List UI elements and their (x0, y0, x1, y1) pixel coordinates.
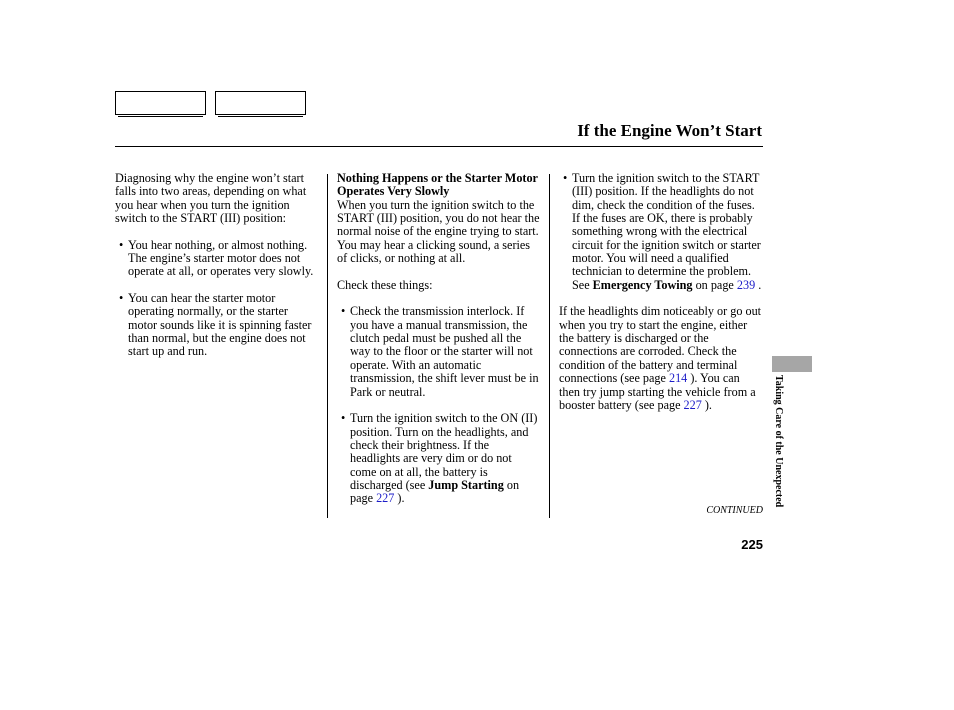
page-link[interactable]: 227 (683, 397, 702, 412)
column-divider (327, 174, 328, 518)
column-2 (337, 172, 541, 519)
ref-title: Jump Starting (428, 477, 504, 492)
ref-title: Emergency Towing (592, 277, 693, 292)
list-item (337, 412, 541, 505)
list-item: • Check the transmission interlock. If you have a manual transmission, the clutch pedal must be pushed all the way to the floor or the starter will not operate. With an automatic transmission, the shift lever must be in Park or neutral. (337, 305, 541, 398)
section-heading: Nothing Happens or the Starter Motor Operates Very Slowly (337, 171, 538, 199)
column-1 (115, 172, 315, 372)
section-label: Taking Care of the Unexpected (773, 375, 784, 508)
paragraph-text: ). (704, 397, 712, 412)
page-link[interactable]: 227 (376, 491, 395, 506)
ref-end: ). (397, 491, 405, 506)
list-item (559, 172, 762, 292)
ref-end: . (758, 277, 762, 292)
page-link[interactable]: 239 (736, 277, 756, 292)
ref-label: on page (350, 477, 520, 506)
nav-button-1[interactable] (115, 91, 206, 115)
intro-paragraph: Diagnosing why the engine won’t start falls into two areas, depending on what you hear when you turn the ignition switch to the START (III) position: (115, 171, 307, 226)
section-tab (772, 356, 812, 372)
list-item: • You can hear the starter motor operating normally, or the starter motor sounds like it is spinning faster than normal, but the engine does not start up and run. (115, 292, 315, 359)
paragraph-text: ). You can then try jump starting the vehicle from a booster battery (see page (559, 371, 756, 412)
column-divider (549, 174, 550, 518)
column-3 (559, 172, 762, 426)
nav-button-2[interactable] (215, 91, 306, 115)
page-link[interactable]: 214 (668, 371, 688, 386)
continued-label: CONTINUED (706, 505, 763, 516)
title-rule (115, 146, 763, 147)
paragraph (559, 305, 762, 412)
list-item-text: Turn the ignition switch to the START (III) position. If the headlights do not dim, check the condition of the fuses. If the fuses are OK, there is probably something wrong with the electrical circuit for the ignition switch or starter motor. You will need a qualified technician to determine the problem. See (572, 171, 761, 292)
paragraph-text: If the headlights dim noticeably or go out when you try to start the engine, either the battery is discharged or the connections are corroded. Check the condition of the battery and terminal connections (see page (559, 304, 762, 386)
list-item: • You hear nothing, or almost nothing. The engine’s starter motor does not operate at all, or operates very slowly. (115, 239, 315, 279)
paragraph: When you turn the ignition switch to the START (III) position, you do not hear the normal noise of the engine trying to start. You may hear a clicking sound, a series of clicks, or nothing at all. (337, 197, 540, 266)
paragraph: Check these things: (337, 277, 433, 292)
list-item-text: Turn the ignition switch to the ON (II) position. Turn on the headlights, and check their brightness. If the headlights are very dim or do not come on at all, the battery is discharged (see (350, 411, 538, 492)
ref-label: on page (695, 277, 734, 292)
page-number: 225 (741, 537, 763, 552)
page-title: If the Engine Won’t Start (577, 121, 762, 140)
